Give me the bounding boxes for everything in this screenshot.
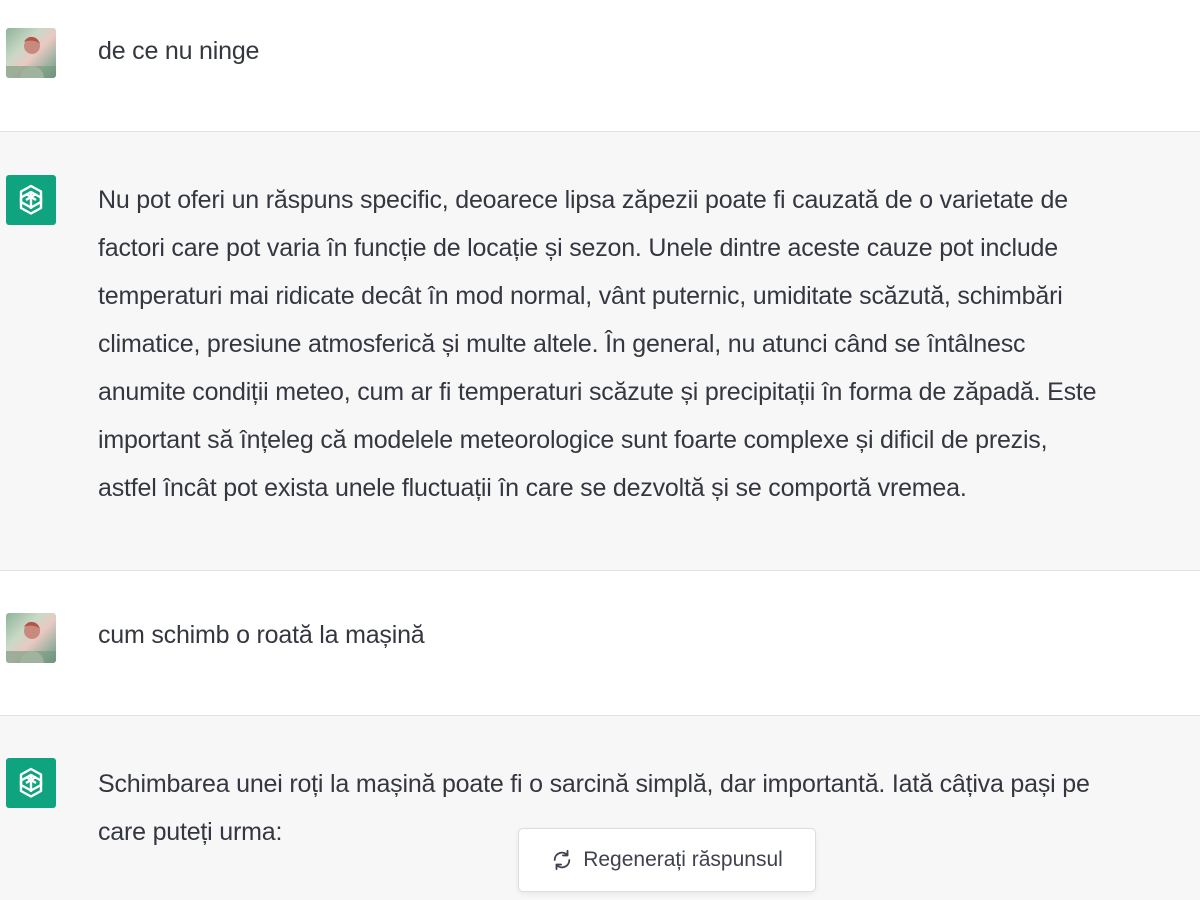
assistant-message	[0, 132, 1200, 571]
regenerate-response-button[interactable]	[518, 828, 816, 892]
refresh-icon	[551, 849, 573, 871]
assistant-avatar	[6, 175, 56, 225]
user-photo-avatar	[6, 613, 56, 663]
openai-logo-icon	[13, 765, 49, 801]
user-avatar	[6, 28, 56, 78]
assistant-avatar	[6, 758, 56, 808]
regenerate-label: Regenerați răspunsul	[583, 848, 783, 871]
message-text: Schimbarea unei roți la mașină poate fi o sarcină simplă, dar importantă. Iată câțiva pași pe care puteți urma:	[98, 770, 1090, 846]
message-text: cum schimb o roată la mașină	[98, 621, 425, 649]
user-avatar	[6, 613, 56, 663]
openai-logo-icon	[13, 182, 49, 218]
user-message	[0, 0, 1200, 132]
user-photo-avatar	[6, 28, 56, 78]
message-text: Nu pot oferi un răspuns specific, deoarece lipsa zăpezii poate fi cauzată de o varietate de factori care pot varia în funcție de locație și sezon. Unele dintre aceste cauze pot include temperaturi mai ridicate decât în mod normal, vânt puternic, umiditate scăzută, schimbări climatice, presiune atmosferică și multe altele. În general, nu atunci când se întâlnesc anumite condiții meteo, cum ar fi temperaturi scăzute și precipitații în forma de zăpadă. Este important să înțeleg că modelele meteorologice sunt foarte complexe și dificil de prezis, astfel încât pot exista unele fluctuații în care se dezvoltă și se comportă vremea.	[98, 186, 1097, 502]
message-text: de ce nu ninge	[98, 37, 260, 65]
user-message	[0, 571, 1200, 716]
